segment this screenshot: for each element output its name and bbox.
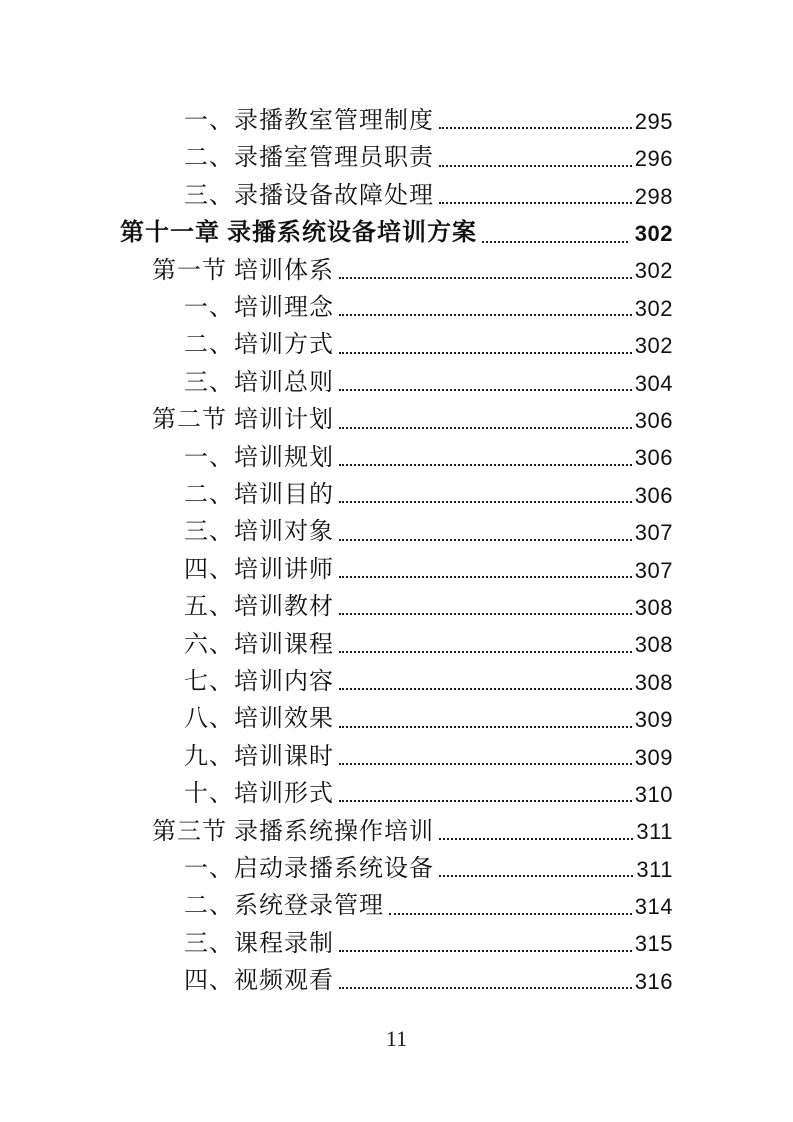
toc-entry[interactable] xyxy=(120,397,673,434)
toc-entry-page: 306 xyxy=(634,445,673,471)
toc-entry[interactable] xyxy=(120,210,673,247)
toc-entry[interactable] xyxy=(120,734,673,771)
toc-entry[interactable] xyxy=(120,696,673,733)
toc-entry-label: 二、系统登录管理 xyxy=(184,893,384,920)
toc-leader-dots xyxy=(339,763,632,765)
toc-leader-dots xyxy=(439,202,632,204)
toc-entry-page: 311 xyxy=(636,819,673,845)
toc-leader-dots xyxy=(339,501,632,503)
toc-entry-label: 三、培训总则 xyxy=(184,369,334,396)
toc-entry[interactable] xyxy=(120,659,673,696)
toc-entry-page: 311 xyxy=(636,856,673,882)
toc-leader-dots xyxy=(339,277,632,279)
toc-entry[interactable] xyxy=(120,135,673,172)
toc-leader-dots xyxy=(339,464,632,466)
toc-entry-page: 308 xyxy=(634,632,673,658)
toc-entry-page: 308 xyxy=(634,669,673,695)
toc-entry[interactable] xyxy=(120,248,673,285)
toc-entry-label: 二、培训目的 xyxy=(184,481,334,508)
toc-entry[interactable] xyxy=(120,846,673,883)
toc-entry-page: 298 xyxy=(634,183,673,209)
toc-leader-dots xyxy=(482,241,628,243)
toc-entry-label: 四、培训讲师 xyxy=(184,556,334,583)
toc-entry[interactable] xyxy=(120,322,673,359)
toc-entry[interactable] xyxy=(120,360,673,397)
toc-leader-dots xyxy=(339,613,632,615)
toc-entry-label: 第二节 培训计划 xyxy=(152,407,334,434)
toc-leader-dots xyxy=(339,950,632,952)
toc-entry[interactable] xyxy=(120,173,673,210)
toc-leader-dots xyxy=(339,576,632,578)
toc-entry-label: 二、录播室管理员职责 xyxy=(184,145,434,172)
toc-entry-page: 302 xyxy=(634,221,673,247)
toc-entry-page: 309 xyxy=(634,744,673,770)
toc-entry-label: 三、培训对象 xyxy=(184,519,334,546)
toc-entry-page: 302 xyxy=(634,295,673,321)
toc-leader-dots xyxy=(339,688,632,690)
toc-entry-label: 第三节 录播系统操作培训 xyxy=(152,818,434,845)
toc-entry-label: 七、培训内容 xyxy=(184,668,334,695)
toc-entry-page: 308 xyxy=(634,594,673,620)
toc-entry[interactable] xyxy=(120,547,673,584)
toc-entry-label: 二、培训方式 xyxy=(184,332,334,359)
toc-entry[interactable] xyxy=(120,98,673,135)
toc-entry[interactable] xyxy=(120,621,673,658)
toc-entry[interactable] xyxy=(120,472,673,509)
toc-entry-page: 307 xyxy=(634,557,673,583)
toc-entry-page: 302 xyxy=(634,333,673,359)
toc-entry-page: 302 xyxy=(634,258,673,284)
toc-leader-dots xyxy=(339,987,632,989)
toc-entry-label: 九、培训课时 xyxy=(184,743,334,770)
toc-entry[interactable] xyxy=(120,921,673,958)
toc-entry-label: 三、课程录制 xyxy=(184,930,334,957)
toc-entry-label: 一、启动录播系统设备 xyxy=(184,855,434,882)
toc-entry-label: 第一节 培训体系 xyxy=(152,257,334,284)
toc-list xyxy=(120,98,673,995)
toc-leader-dots xyxy=(439,165,632,167)
toc-leader-dots xyxy=(339,427,632,429)
toc-entry-label: 四、视频观看 xyxy=(184,968,334,995)
toc-entry-label: 十、培训形式 xyxy=(184,781,334,808)
toc-entry-page: 304 xyxy=(634,370,673,396)
toc-entry-label: 一、培训理念 xyxy=(184,295,334,322)
toc-entry[interactable] xyxy=(120,509,673,546)
toc-leader-dots xyxy=(339,726,632,728)
toc-entry-page: 296 xyxy=(634,146,673,172)
toc-leader-dots xyxy=(339,352,632,354)
page-footer-number: 11 xyxy=(385,1026,408,1051)
toc-entry-label: 八、培训效果 xyxy=(184,706,334,733)
toc-entry[interactable] xyxy=(120,883,673,920)
toc-leader-dots xyxy=(339,389,632,391)
toc-entry-page: 315 xyxy=(634,931,673,957)
toc-leader-dots xyxy=(339,800,632,802)
toc-entry-label: 一、录播教室管理制度 xyxy=(184,108,434,135)
toc-leader-dots xyxy=(339,539,632,541)
toc-entry[interactable] xyxy=(120,771,673,808)
toc-entry-page: 316 xyxy=(634,968,673,994)
toc-entry-page: 306 xyxy=(634,482,673,508)
toc-entry[interactable] xyxy=(120,808,673,845)
toc-entry-label: 五、培训教材 xyxy=(184,594,334,621)
toc-entry-label: 一、培训规划 xyxy=(184,444,334,471)
toc-entry-label: 三、录播设备故障处理 xyxy=(184,182,434,209)
toc-entry-label: 六、培训课程 xyxy=(184,631,334,658)
toc-entry-page: 309 xyxy=(634,707,673,733)
toc-leader-dots xyxy=(339,651,632,653)
toc-entry-page: 310 xyxy=(634,781,673,807)
toc-entry-label: 第十一章 录播系统设备培训方案 xyxy=(120,220,477,247)
toc-leader-dots xyxy=(439,875,633,877)
toc-entry[interactable] xyxy=(120,285,673,322)
toc-leader-dots xyxy=(339,314,632,316)
toc-entry-page: 295 xyxy=(634,108,673,134)
toc-entry[interactable] xyxy=(120,435,673,472)
toc-leader-dots xyxy=(439,127,632,129)
toc-entry[interactable] xyxy=(120,958,673,995)
toc-entry-page: 306 xyxy=(634,408,673,434)
toc-leader-dots xyxy=(389,913,632,915)
toc-entry-page: 307 xyxy=(634,520,673,546)
toc-entry[interactable] xyxy=(120,584,673,621)
toc-entry-page: 314 xyxy=(634,894,673,920)
toc-leader-dots xyxy=(439,838,633,840)
